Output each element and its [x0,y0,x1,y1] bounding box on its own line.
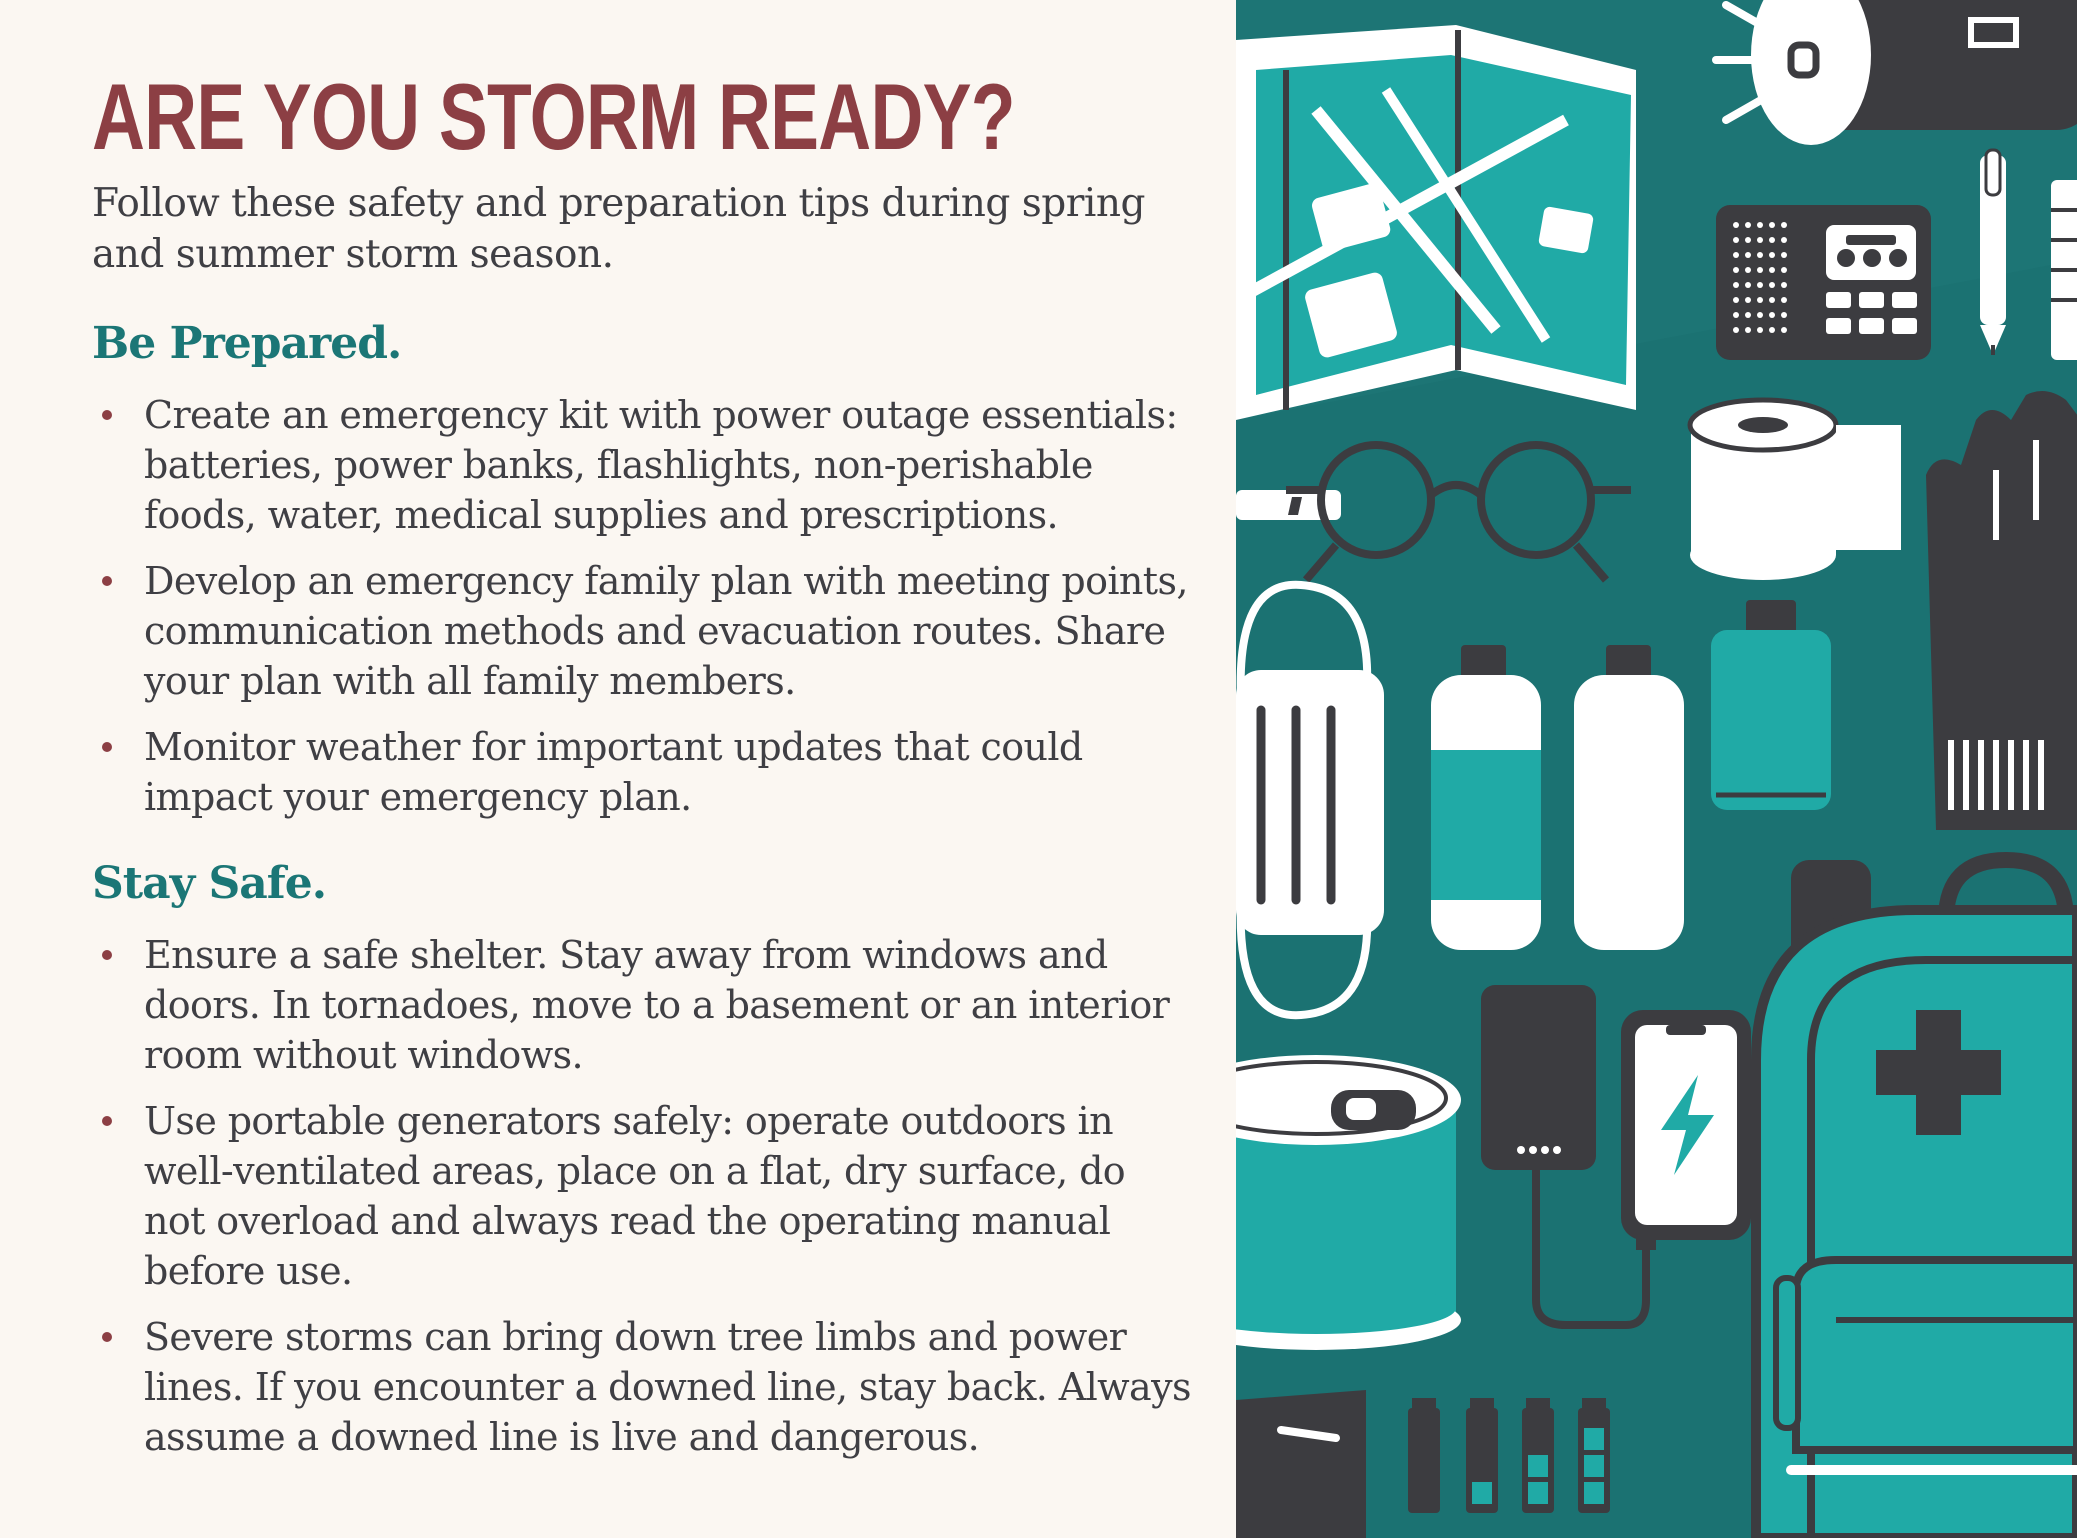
page-title: ARE YOU STORM READY? [92,64,1015,169]
list-item [92,1312,1192,1462]
list-item-text: Severe storms can bring down tree limbs and power lines. If you encounter a downed line, stay back. Always assume a downed line is live and dangerous. [144,1315,1191,1459]
radio-icon [1716,205,1931,360]
list-item-text: Use portable generators safely: operate outdoors in well-ventilated areas, place on a flat, dry surface, do not overload and always read the operating manual before use. [144,1099,1126,1293]
food-bag-icon [1236,1390,1366,1538]
bullet-icon [102,1116,112,1126]
list-item-text: Develop an emergency family plan with meeting points, communication methods and evacuation routes. Share your plan with all family members. [144,559,1188,703]
flask-icon [1711,600,1831,810]
list-item [92,722,1192,822]
bullet-icon [102,410,112,420]
first-aid-backpack-icon [1756,860,2077,1538]
list-item [92,930,1192,1080]
list-item-text: Create an emergency kit with power outage essentials: batteries, power banks, flashlights, non-perishable foods, water, medical supplies and prescriptions. [144,393,1178,537]
illustration-svg [1236,0,2077,1538]
stay-safe-list [92,930,1192,1478]
smartphone-charging-icon [1621,1010,1751,1250]
be-prepared-list [92,390,1192,838]
section-heading-stay-safe: Stay Safe. [92,858,327,909]
emergency-kit-illustration [1236,0,2077,1538]
bullet-icon [102,1332,112,1342]
list-item-text: Ensure a safe shelter. Stay away from windows and doors. In tornadoes, move to a basement or an interior room without windows. [144,933,1170,1077]
bullet-icon [102,742,112,752]
list-item [92,1096,1192,1296]
list-item [92,390,1192,540]
intro-paragraph: Follow these safety and preparation tips during spring and summer storm season. [92,181,1145,277]
canned-food-icon [1236,1055,1461,1350]
folded-map-icon [1236,25,1636,420]
bullet-icon [102,576,112,586]
notepad-icon [2051,180,2077,360]
list-item [92,556,1192,706]
section-heading-be-prepared: Be Prepared. [92,318,402,369]
list-item-text: Monitor weather for important updates that could impact your emergency plan. [144,725,1083,819]
bullet-icon [102,950,112,960]
